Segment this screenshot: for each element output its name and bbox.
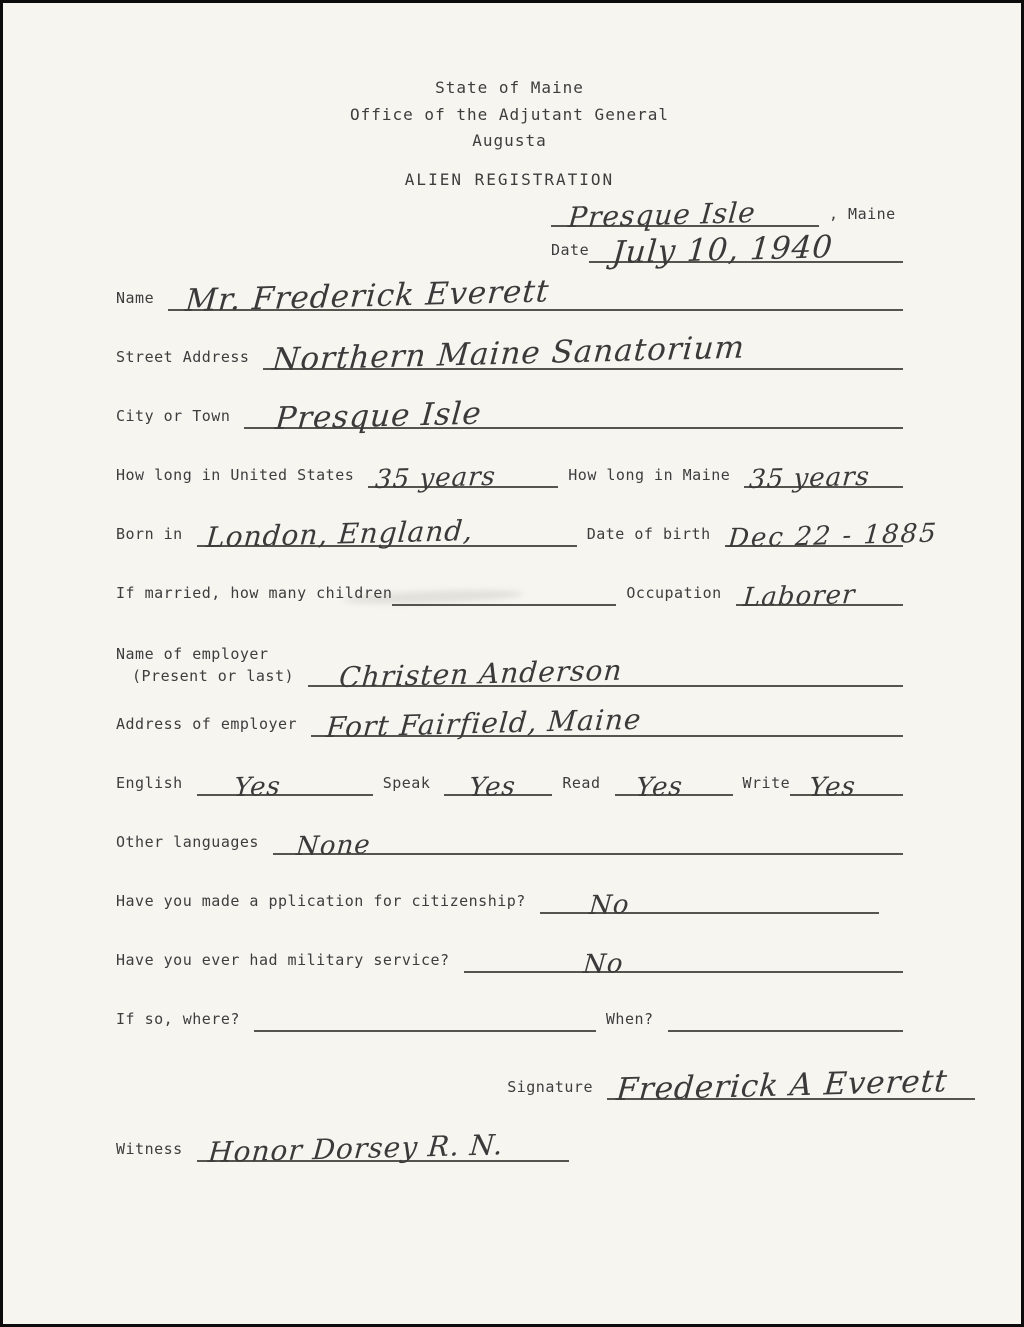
city-field	[244, 395, 903, 437]
read-handwriting: Yes	[634, 771, 684, 803]
place-date-block	[551, 195, 903, 271]
city-row	[116, 395, 903, 437]
military-row	[116, 948, 903, 980]
employer-name-label-sub: (Present or last)	[132, 666, 295, 685]
date-row	[551, 228, 903, 271]
witness-label: Witness	[116, 1139, 183, 1158]
signature-handwriting: Frederick A Everett	[615, 1062, 950, 1108]
other-languages-field	[273, 829, 903, 862]
form-content	[116, 3, 950, 1324]
date-label: Date	[551, 240, 590, 259]
write-handwriting: Yes	[808, 771, 858, 803]
employer-address-field	[311, 702, 903, 744]
where-field	[254, 1010, 596, 1032]
how-long-maine-field	[744, 461, 903, 495]
occupation-handwriting: Laborer	[741, 579, 857, 613]
write-field	[790, 771, 903, 803]
name-label: Name	[116, 288, 155, 307]
read-label: Read	[562, 773, 601, 792]
born-row	[116, 513, 939, 554]
military-label: Have you ever had military service?	[116, 950, 450, 969]
street-address-label: Street Address	[116, 347, 250, 366]
header-state: State of Maine	[435, 78, 584, 97]
date-handwriting: July 10, 1940	[611, 228, 835, 271]
form-body	[116, 272, 950, 1169]
born-in-handwriting: London, England,	[204, 513, 475, 554]
employer-name-label-main: Name of employer	[116, 644, 269, 663]
employer-name-field	[308, 653, 903, 694]
occupation-field	[736, 579, 903, 613]
employer-address-handwriting: Fort Fairfield, Maine	[325, 702, 643, 744]
header-city: Augusta	[472, 131, 547, 150]
street-address-row	[116, 329, 903, 378]
other-languages-handwriting: None	[294, 829, 372, 862]
citizenship-field	[540, 889, 879, 921]
speak-label: Speak	[382, 773, 431, 792]
speak-field	[444, 771, 552, 803]
employer-address-row	[116, 702, 903, 744]
date-of-birth-handwriting: Dec 22 - 1885	[726, 517, 939, 554]
form-header	[116, 3, 903, 189]
children-field	[392, 584, 616, 606]
read-field	[615, 771, 733, 803]
how-long-us-label: How long in United States	[116, 465, 355, 484]
occupation-label: Occupation	[626, 583, 722, 602]
how-long-maine-label: How long in Maine	[568, 465, 731, 484]
employer-name-label	[116, 643, 294, 687]
date-of-birth-label: Date of birth	[586, 524, 711, 543]
when-field	[668, 1010, 903, 1032]
english-label: English	[116, 773, 183, 792]
witness-row	[116, 1127, 903, 1169]
place-suffix: , Maine	[829, 204, 896, 223]
place-row	[551, 195, 903, 234]
signature-row	[116, 1062, 975, 1108]
employer-name-handwriting: Christen Anderson	[338, 653, 624, 694]
speak-handwriting: Yes	[468, 771, 518, 803]
witness-handwriting: Honor Dorsey R. N.	[206, 1127, 505, 1169]
header-office: Office of the Adjutant General	[350, 104, 669, 124]
english-row	[116, 771, 903, 803]
place-handwriting: Presque Isle	[567, 195, 758, 234]
citizenship-handwriting: No	[587, 889, 631, 921]
date-of-birth-field	[725, 517, 939, 554]
military-field	[464, 948, 903, 980]
name-handwriting: Mr. Frederick Everett	[184, 272, 551, 319]
other-languages-row	[116, 829, 903, 862]
date-field	[589, 228, 903, 271]
witness-field	[197, 1127, 569, 1169]
born-in-field	[197, 513, 577, 554]
when-label: When?	[605, 1009, 654, 1028]
citizenship-label: Have you made a pplication for citizenship?	[116, 891, 526, 910]
how-long-us-field	[368, 461, 558, 495]
children-label: If married, how many children	[116, 583, 393, 602]
name-row	[116, 272, 903, 319]
how-long-us-handwriting: 35 years	[374, 461, 498, 495]
other-languages-label: Other languages	[116, 832, 259, 851]
name-field	[168, 272, 903, 319]
born-in-label: Born in	[116, 524, 183, 543]
where-when-row	[116, 1010, 903, 1032]
military-handwriting: No	[581, 948, 625, 980]
children-occupation-row	[116, 579, 903, 613]
street-address-field	[263, 329, 903, 378]
citizenship-row	[116, 889, 903, 921]
employer-address-label: Address of employer	[116, 714, 298, 733]
signature-field	[607, 1062, 975, 1108]
write-label: Write	[742, 773, 791, 792]
employer-name-row	[116, 643, 903, 694]
city-label: City or Town	[116, 406, 231, 425]
how-long-maine-handwriting: 35 years	[748, 461, 872, 495]
how-long-row	[116, 461, 903, 495]
where-label: If so, where?	[116, 1009, 240, 1028]
english-handwriting: Yes	[232, 771, 282, 803]
signature-label: Signature	[507, 1077, 593, 1096]
city-handwriting: Presque Isle	[274, 395, 484, 437]
place-field	[551, 195, 819, 234]
english-field	[197, 771, 373, 803]
form-title: ALIEN REGISTRATION	[404, 169, 615, 189]
street-address-handwriting: Northern Maine Sanatorium	[271, 329, 747, 378]
